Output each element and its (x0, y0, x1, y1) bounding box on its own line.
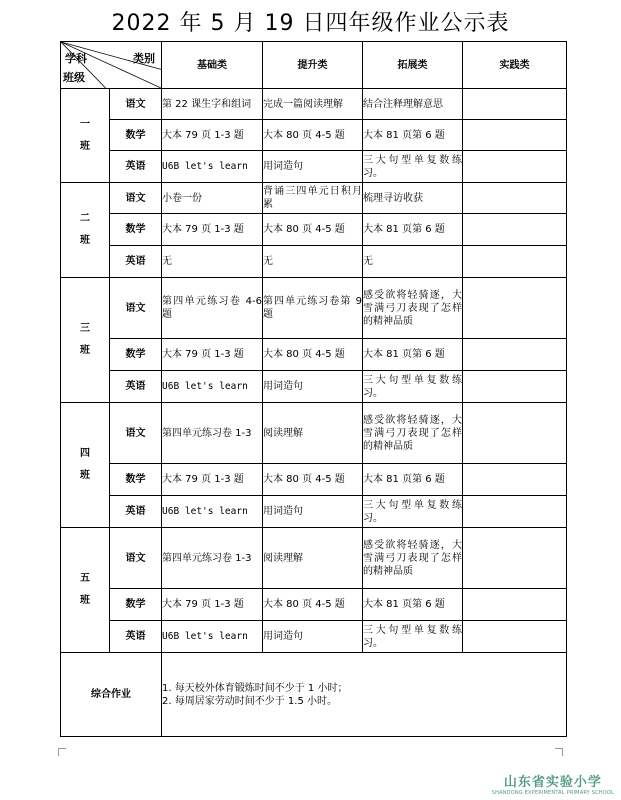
subject-cell: 数学 (110, 120, 162, 151)
homework-practice-cell (463, 246, 567, 278)
table-row (61, 120, 567, 151)
class-name: 四班 (80, 448, 90, 481)
homework-basic-cell: 大本 79 页 1-3 题 (162, 120, 263, 151)
homework-practice-cell (463, 528, 567, 589)
table-row (61, 371, 567, 403)
homework-improve-cell: 用词造句 (263, 371, 363, 403)
homework-practice-cell (463, 371, 567, 403)
homework-extend-cell: 大本 81 页第 6 题 (363, 464, 463, 496)
general-homework-item: 1. 每天校外体育锻炼时间不少于 1 小时； (162, 682, 348, 694)
school-logo-name: 山东省实验小学 (503, 775, 602, 790)
homework-extend-cell: 三大句型单复数练习。 (363, 496, 463, 528)
homework-basic-cell: 第四单元练习卷 1-3 (162, 528, 263, 589)
homework-extend-cell: 三大句型单复数练习。 (363, 621, 463, 653)
table-row (61, 621, 567, 653)
class-name-cell (61, 528, 110, 653)
class-name: 五班 (80, 573, 90, 606)
homework-improve-cell: 用词造句 (263, 151, 363, 183)
table-row (61, 339, 567, 371)
column-header-basic: 基础类 (162, 42, 263, 89)
homework-table (60, 41, 567, 737)
homework-practice-cell (463, 496, 567, 528)
subject-cell: 英语 (110, 151, 162, 183)
subject-cell: 数学 (110, 214, 162, 246)
subject-cell: 数学 (110, 339, 162, 371)
subject-cell: 语文 (110, 528, 162, 589)
homework-practice-cell (463, 464, 567, 496)
general-homework-content (162, 653, 567, 737)
homework-improve-cell: 阅读理解 (263, 528, 363, 589)
table-row (61, 464, 567, 496)
homework-improve-cell: 大本 80 页 4-5 题 (263, 464, 363, 496)
homework-improve-cell: 大本 80 页 4-5 题 (263, 120, 363, 151)
subject-cell: 语文 (110, 183, 162, 214)
homework-practice-cell (463, 89, 567, 120)
table-row (61, 496, 567, 528)
homework-basic-cell: 第四单元练习卷 1-3 (162, 403, 263, 464)
homework-improve-cell: 用词造句 (263, 621, 363, 653)
homework-improve-cell: 阅读理解 (263, 403, 363, 464)
class-label: 班级 (63, 71, 85, 84)
homework-practice-cell (463, 339, 567, 371)
header-row (61, 42, 567, 89)
homework-practice-cell (463, 278, 567, 339)
homework-extend-cell: 三大句型单复数练习。 (363, 151, 463, 183)
homework-practice-cell (463, 120, 567, 151)
homework-improve-cell: 背诵三四单元日积月累 (263, 183, 363, 214)
table-row (61, 589, 567, 621)
homework-basic-cell: U6B let's learn (162, 496, 263, 528)
subject-cell: 英语 (110, 246, 162, 278)
column-header-extend: 拓展类 (363, 42, 463, 89)
subject-cell: 英语 (110, 496, 162, 528)
homework-improve-cell: 大本 80 页 4-5 题 (263, 339, 363, 371)
general-homework-label: 综合作业 (61, 653, 162, 737)
homework-basic-cell: 大本 79 页 1-3 题 (162, 589, 263, 621)
class-name: 二班 (80, 213, 90, 246)
class-name-cell (61, 89, 110, 183)
homework-basic-cell: 大本 79 页 1-3 题 (162, 214, 263, 246)
homework-improve-cell: 大本 80 页 4-5 题 (263, 589, 363, 621)
homework-practice-cell (463, 589, 567, 621)
homework-improve-cell: 用词造句 (263, 496, 363, 528)
homework-improve-cell: 无 (263, 246, 363, 278)
homework-extend-cell: 大本 81 页第 6 题 (363, 339, 463, 371)
subject-cell: 数学 (110, 589, 162, 621)
subject-cell: 英语 (110, 371, 162, 403)
homework-extend-cell: 感受欲将轻骑逐，大雪满弓刀表现了怎样的精神品质 (363, 528, 463, 589)
homework-basic-cell: 小卷一份 (162, 183, 263, 214)
page-title: 2022 年 5 月 19 日四年级作业公示表 (111, 11, 510, 36)
school-logo (492, 771, 614, 796)
homework-basic-cell: U6B let's learn (162, 371, 263, 403)
homework-extend-cell: 三大句型单复数练习。 (363, 371, 463, 403)
table-row (61, 246, 567, 278)
table-row (61, 528, 567, 589)
class-name-cell (61, 183, 110, 278)
homework-basic-cell: 第 22 课生字和组词 (162, 89, 263, 120)
homework-basic-cell: 无 (162, 246, 263, 278)
subject-cell: 语文 (110, 89, 162, 120)
homework-improve-cell: 大本 80 页 4-5 题 (263, 214, 363, 246)
column-header-practice: 实践类 (463, 42, 567, 89)
category-label: 类别 (133, 52, 155, 65)
homework-practice-cell (463, 621, 567, 653)
table-row (61, 214, 567, 246)
subject-cell: 语文 (110, 403, 162, 464)
homework-extend-cell: 感受欲将轻骑逐，大雪满弓刀表现了怎样的精神品质 (363, 403, 463, 464)
diagonal-header-cell (61, 42, 162, 89)
table-row (61, 183, 567, 214)
page-corner-mark (555, 748, 563, 756)
homework-practice-cell (463, 183, 567, 214)
homework-improve-cell: 完成一篇阅读理解 (263, 89, 363, 120)
homework-extend-cell: 结合注释理解意思 (363, 89, 463, 120)
subject-cell: 语文 (110, 278, 162, 339)
homework-extend-cell: 大本 81 页第 6 题 (363, 589, 463, 621)
homework-basic-cell: U6B let's learn (162, 621, 263, 653)
class-name-cell (61, 403, 110, 528)
subject-cell: 数学 (110, 464, 162, 496)
homework-improve-cell: 第四单元练习卷第 9 题 (263, 278, 363, 339)
table-row (61, 403, 567, 464)
school-logo-english: SHANDONG EXPERIMENTAL PRIMARY SCHOOL (491, 790, 614, 796)
page-corner-mark (58, 748, 66, 756)
homework-basic-cell: U6B let's learn (162, 151, 263, 183)
homework-basic-cell: 大本 79 页 1-3 题 (162, 339, 263, 371)
class-name: 三班 (80, 323, 90, 356)
table-row (61, 89, 567, 120)
class-name: 一班 (80, 118, 90, 152)
homework-extend-cell: 大本 81 页第 6 题 (363, 214, 463, 246)
homework-extend-cell: 感受欲将轻骑逐，大雪满弓刀表现了怎样的精神品质 (363, 278, 463, 339)
column-header-improve: 提升类 (263, 42, 363, 89)
homework-practice-cell (463, 403, 567, 464)
homework-basic-cell: 第四单元练习卷 4-6 题 (162, 278, 263, 339)
table-row (61, 151, 567, 183)
class-name-cell (61, 278, 110, 403)
homework-practice-cell (463, 151, 567, 183)
homework-basic-cell: 大本 79 页 1-3 题 (162, 464, 263, 496)
subject-cell: 英语 (110, 621, 162, 653)
subject-label: 学科 (65, 52, 87, 65)
table-row (61, 278, 567, 339)
general-homework-row (61, 653, 567, 737)
general-homework-item: 2. 每周居家劳动时间不少于 1.5 小时。 (162, 695, 337, 707)
homework-extend-cell: 无 (363, 246, 463, 278)
homework-extend-cell: 大本 81 页第 6 题 (363, 120, 463, 151)
homework-extend-cell: 梳理寻访收获 (363, 183, 463, 214)
homework-practice-cell (463, 214, 567, 246)
